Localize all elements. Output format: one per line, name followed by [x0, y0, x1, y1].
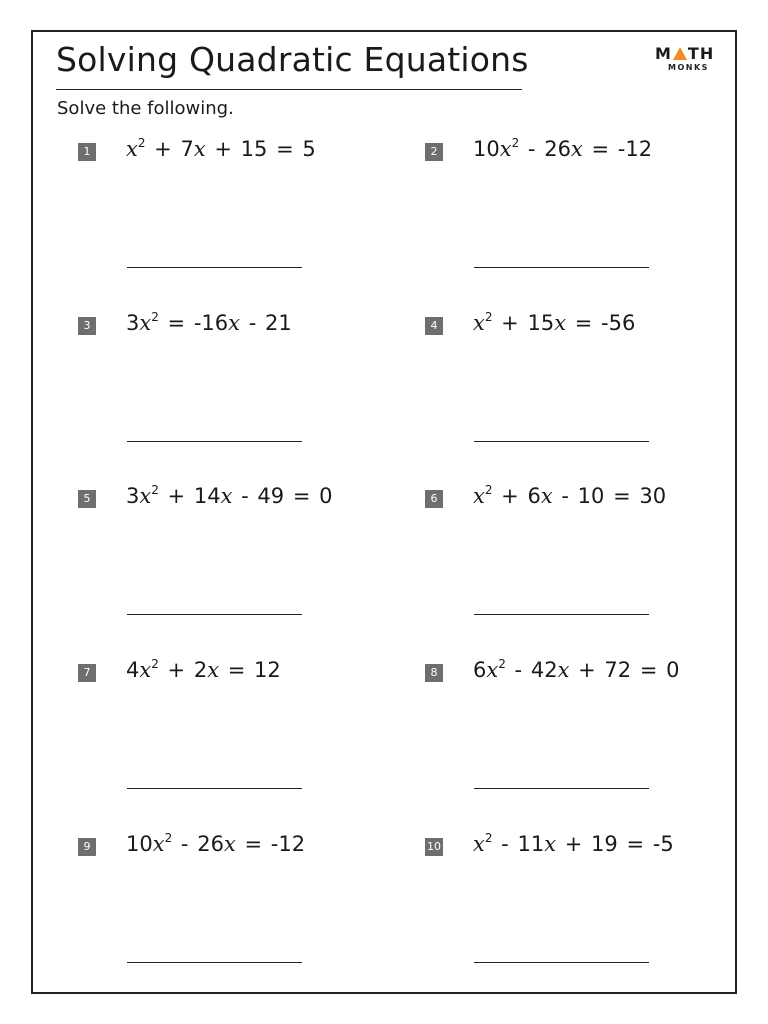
problem-equation: $3x^2 + 14x - 49 = 0$ [126, 483, 333, 508]
answer-line[interactable] [474, 614, 649, 615]
answer-line[interactable] [474, 962, 649, 963]
problem-item [78, 483, 398, 650]
answer-line[interactable] [474, 267, 649, 268]
problem-equation: $x^2 + 6x - 10 = 30$ [473, 483, 667, 508]
logo-triangle-icon [673, 47, 687, 60]
answer-line[interactable] [474, 441, 649, 442]
answer-line[interactable] [127, 788, 302, 789]
problem-equation: $10x^2 - 26x = -12$ [126, 831, 306, 856]
answer-line[interactable] [127, 962, 302, 963]
logo-wordmark [655, 44, 714, 63]
answer-line[interactable] [127, 267, 302, 268]
problem-item [425, 310, 745, 477]
logo-letter-m: M [655, 44, 672, 63]
problem-number-badge: 2 [425, 143, 443, 161]
problem-equation: $4x^2 + 2x = 12$ [126, 657, 281, 682]
problem-number-badge: 9 [78, 838, 96, 856]
problem-item [78, 657, 398, 824]
problem-item [78, 310, 398, 477]
problem-number-badge: 6 [425, 490, 443, 508]
math-monks-logo [655, 44, 719, 78]
title-underline [56, 89, 522, 90]
problem-equation: $10x^2 - 26x = -12$ [473, 136, 653, 161]
problem-number-badge: 10 [425, 838, 443, 856]
problem-number-badge: 4 [425, 317, 443, 335]
problem-equation: $x^2 - 11x + 19 = -5$ [473, 831, 674, 856]
problem-equation: $x^2 + 7x + 15 = 5$ [126, 136, 316, 161]
problem-equation: $3x^2 = -16x - 21$ [126, 310, 292, 335]
problem-number-badge: 8 [425, 664, 443, 682]
problem-item [425, 483, 745, 650]
problem-equation: $6x^2 - 42x + 72 = 0$ [473, 657, 680, 682]
problem-item [78, 136, 398, 303]
problem-number-badge: 7 [78, 664, 96, 682]
answer-line[interactable] [474, 788, 649, 789]
problem-item [425, 136, 745, 303]
problem-item [78, 831, 398, 998]
logo-subtext: MONKS [668, 63, 709, 72]
answer-line[interactable] [127, 441, 302, 442]
problem-number-badge: 5 [78, 490, 96, 508]
problem-item [425, 657, 745, 824]
worksheet-title: Solving Quadratic Equations [56, 40, 529, 79]
problem-number-badge: 3 [78, 317, 96, 335]
problem-equation: $x^2 + 15x = -56$ [473, 310, 636, 335]
instruction-text: Solve the following. [57, 98, 234, 119]
problem-number-badge: 1 [78, 143, 96, 161]
problem-item [425, 831, 745, 998]
logo-letters-th: TH [687, 44, 715, 63]
answer-line[interactable] [127, 614, 302, 615]
